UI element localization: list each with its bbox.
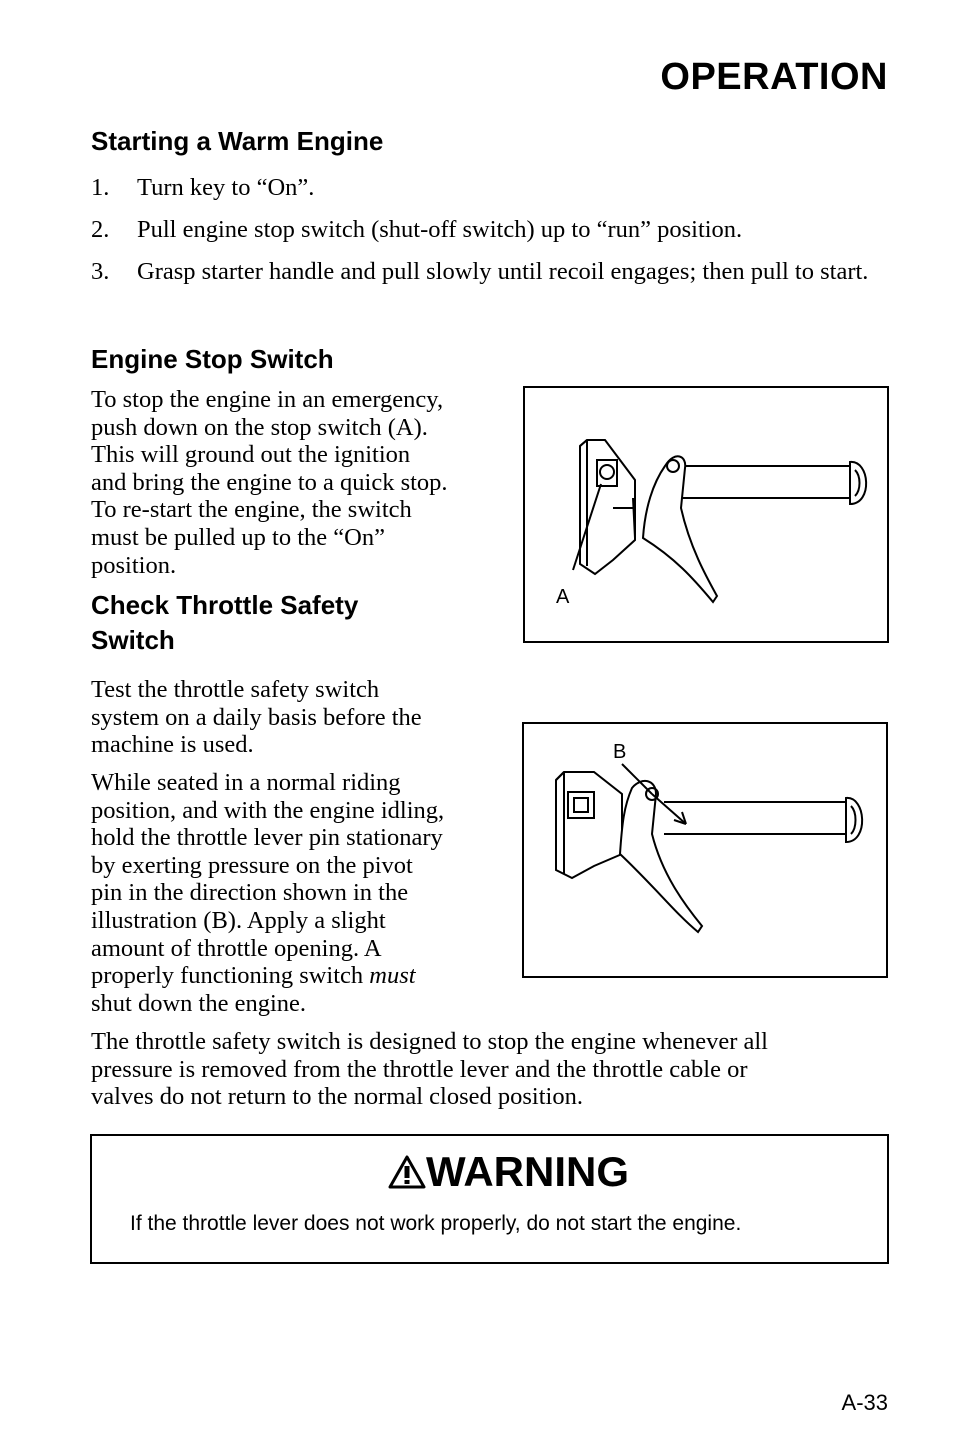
- text-line: shut down the engine.: [91, 989, 307, 1017]
- section-heading-warm-engine: Starting a Warm Engine: [91, 126, 384, 156]
- text-line: push down on the stop switch (A).: [91, 413, 428, 441]
- text-line: machine is used.: [91, 731, 254, 759]
- text-line: must be pulled up to the “On”: [91, 523, 385, 551]
- text-line: system on a daily basis before the: [91, 703, 422, 731]
- text-line: [91, 962, 511, 990]
- text-line: illustration (B). Apply a slight: [91, 906, 386, 934]
- warning-title: WARNING: [426, 1148, 629, 1195]
- heading-line: Switch: [91, 625, 175, 655]
- page-number: A-33: [841, 1390, 888, 1415]
- text-line: hold the throttle lever pin stationary: [91, 824, 443, 852]
- page-title: OPERATION: [660, 56, 888, 98]
- warm-engine-steps: [91, 171, 891, 288]
- step-text: Pull engine stop switch (shut-off switch) up to “run” position.: [137, 216, 743, 243]
- section-heading-throttle-safety: [91, 588, 358, 658]
- list-item: [91, 213, 891, 246]
- text-line: by exerting pressure on the pivot: [91, 851, 413, 879]
- step-number: 3.: [91, 258, 110, 285]
- emphasis-text: must: [369, 962, 416, 990]
- stop-switch-paragraph: [91, 386, 511, 579]
- text-line: pin in the direction shown in the: [91, 879, 409, 907]
- step-number: 2.: [91, 216, 110, 243]
- list-item: [91, 255, 891, 288]
- text-line: To re-start the engine, the switch: [91, 496, 412, 524]
- step-text: Grasp starter handle and pull slowly until recoil engages; then pull to start.: [137, 258, 869, 285]
- text-line: While seated in a normal riding: [91, 769, 401, 796]
- step-number: 1.: [91, 174, 110, 201]
- figure-throttle-safety: [522, 722, 888, 978]
- warning-triangle-icon: [388, 1154, 426, 1190]
- section-heading-stop-switch: Engine Stop Switch: [91, 344, 334, 374]
- text-line-start: properly functioning switch: [91, 962, 370, 990]
- text-line: Test the throttle safety switch: [91, 676, 380, 703]
- text-line: To stop the engine in an emergency,: [91, 386, 444, 413]
- figure-label-a: A: [556, 586, 570, 608]
- text-line: This will ground out the ignition: [91, 441, 411, 469]
- figure-stop-switch: [523, 386, 889, 643]
- warning-text: If the throttle lever does not work properly, do not start the engine.: [130, 1212, 742, 1235]
- text-line: amount of throttle opening. A: [91, 934, 382, 962]
- warning-box: [90, 1134, 889, 1264]
- heading-line: Check Throttle Safety: [91, 590, 359, 620]
- throttle-handlebar-illustration-b: [524, 724, 886, 976]
- step-text: Turn key to “On”.: [137, 174, 315, 201]
- text-line: and bring the engine to a quick stop.: [91, 468, 448, 496]
- list-item: [91, 171, 891, 204]
- throttle-handlebar-illustration-a: [525, 388, 887, 641]
- text-line: position, and with the engine idling,: [91, 796, 445, 824]
- throttle-paragraph-3: [91, 1028, 891, 1111]
- text-line: pressure is removed from the throttle lever and the throttle cable or: [91, 1055, 748, 1083]
- throttle-paragraph-1: [91, 676, 511, 759]
- text-line: position.: [91, 551, 177, 579]
- warning-header: [388, 1148, 629, 1196]
- text-line: The throttle safety switch is designed to stop the engine whenever all: [91, 1028, 768, 1055]
- text-line: valves do not return to the normal closed position.: [91, 1083, 583, 1111]
- throttle-paragraph-2: [91, 769, 511, 1017]
- figure-label-b: B: [613, 741, 627, 763]
